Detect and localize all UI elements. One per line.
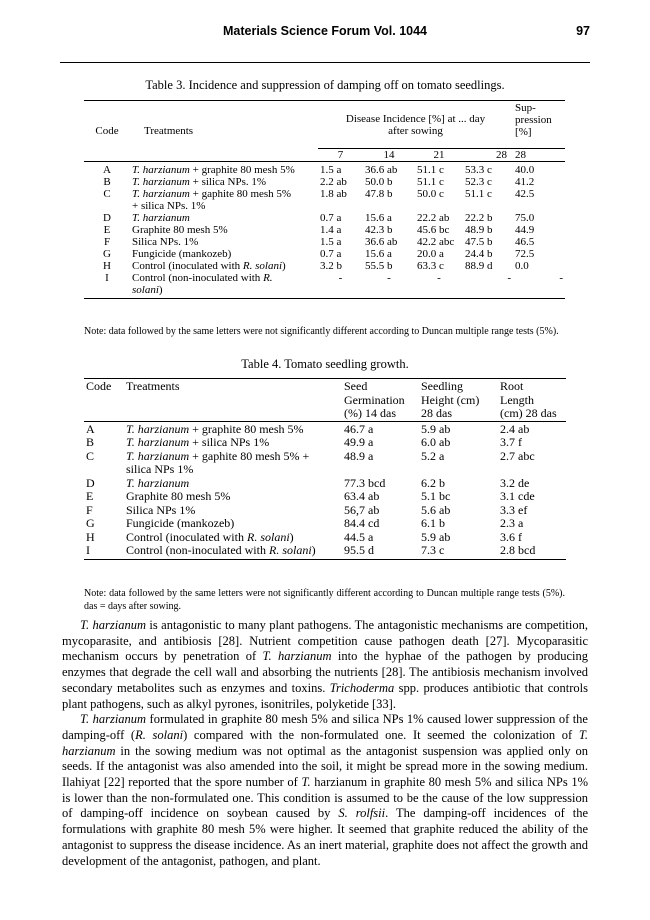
- t3-cell-d21: 51.1 c: [415, 162, 463, 177]
- paragraph-2: [62, 712, 588, 869]
- table-row: [84, 436, 566, 450]
- t4-cell-root: 3.6 f: [500, 529, 522, 544]
- t4-header-height-line2: Height (cm): [421, 392, 480, 407]
- italic-term: S. rolfsii: [338, 806, 386, 821]
- t3-cell-d21: 63.3 c: [417, 260, 444, 272]
- t3-treatment-pathogen-2: solani: [132, 284, 159, 296]
- t4-code: H: [86, 529, 95, 544]
- t4-treatment-text: Control (inoculated with: [126, 529, 247, 544]
- t4-cell-height: 5.6 ab: [421, 502, 451, 517]
- text-run: into the hyphae of the pathogen by producing enzymes that degrade the cell wall and absorbing the nutrients [28]. The antibiosis mechanism involved secondary metabolites such as enzymes and toxins.: [62, 649, 588, 695]
- table-row: [84, 450, 566, 477]
- t4-cell-seed: 49.9 a: [344, 435, 374, 449]
- t4-treatment: [124, 436, 342, 450]
- t3-treatment-species: T. harzianum: [132, 212, 190, 224]
- t4-treatment-end: ): [311, 543, 316, 557]
- t4-treatment-pathogen: R. solani: [268, 543, 312, 557]
- t3-code: A: [84, 162, 130, 177]
- t4-treatment-species: T. harzianum: [126, 421, 190, 436]
- table-row: [84, 212, 565, 224]
- t3-cell-d21: 51.1 c: [417, 176, 444, 188]
- table-row: [84, 248, 565, 260]
- t3-day-14: 14: [363, 149, 415, 162]
- t3-code: E: [103, 224, 111, 236]
- t4-cell-height: 5.9 ab: [419, 421, 498, 436]
- table-row: [84, 504, 566, 518]
- t4-treatment: [124, 531, 342, 545]
- t3-treatment: [130, 162, 318, 177]
- t3-cell-sup: 41.2: [515, 176, 535, 188]
- t4-header-height: [419, 379, 498, 422]
- table-row: [84, 260, 565, 272]
- paragraph-1: [62, 618, 588, 712]
- t4-treatment: [124, 504, 342, 518]
- t4-cell-seed: 84.4 cd: [344, 516, 380, 530]
- t3-treatment: [130, 176, 318, 188]
- t3-cell-sup: -: [513, 272, 565, 299]
- header-rule: [60, 62, 590, 63]
- table-row: [84, 176, 565, 188]
- t4-cell-seed: 56,7 ab: [344, 502, 380, 517]
- t4-cell-seed: 77.3 bcd: [344, 475, 386, 490]
- t3-treatment-pathogen: R. solani: [242, 260, 283, 272]
- t4-header-seed: [342, 379, 419, 422]
- table4-caption: Table 4. Tomato seedling growth.: [241, 357, 409, 371]
- t3-cell-d21: 50.0 c: [417, 188, 444, 200]
- t3-cell-d7: 1.5 a: [318, 162, 363, 177]
- t4-treatment-pathogen: R. solani: [246, 529, 290, 544]
- t3-treatment-text: Silica NPs. 1%: [132, 236, 199, 248]
- table-row: [84, 236, 565, 248]
- t3-cell-d14: 15.6 a: [365, 212, 392, 224]
- t3-sup-day-28: 28: [513, 149, 565, 162]
- t3-cell-sup: 0.0: [515, 260, 529, 272]
- t3-treatment: [130, 224, 318, 236]
- t4-header-root-line2: Length: [500, 392, 534, 407]
- t3-cell-d7: 1.4 a: [320, 224, 342, 236]
- t4-cell-height: 6.2 b: [421, 475, 445, 490]
- t3-header-suppression-line3: [%]: [515, 126, 532, 138]
- t3-day-28: 28: [463, 149, 513, 162]
- t3-cell-d14: 36.6 ab: [365, 236, 398, 248]
- t3-code: B: [103, 176, 111, 188]
- t3-code: G: [103, 248, 111, 260]
- text-run: is antagonistic to many plant pathogens. The antagonistic mechanisms are competition, mycoparasite, and antibiosis [28]. Nutrient competition cause pathogen death [27]. Mycoparasitic mechanism occurs by penetration of: [62, 618, 588, 664]
- t4-cell-seed: 48.9 a: [344, 448, 374, 463]
- text-run: formulated in graphite 80 mesh 5% and silica NPs 1% caused lower suppression of the damping-off (: [62, 712, 588, 742]
- table-row: [84, 224, 565, 236]
- t3-cell-d7: 1.8 ab: [320, 188, 347, 200]
- italic-term: Trichoderma: [329, 680, 395, 695]
- t4-cell-root: 2.3 a: [500, 516, 524, 530]
- t4-header-code: Code: [84, 379, 124, 422]
- table-row: [84, 517, 566, 531]
- table-row: [84, 421, 566, 436]
- t4-cell-root: 3.3 ef: [500, 502, 528, 517]
- t3-cell-d28: 48.9 b: [465, 224, 493, 236]
- t3-cell-sup: 42.5: [515, 188, 535, 200]
- t4-cell-seed: 46.7 a: [342, 421, 419, 436]
- t3-treatment: [130, 212, 318, 224]
- t3-header-incidence-line2: after sowing: [388, 124, 443, 137]
- t4-cell-seed: 95.5 d: [342, 544, 419, 559]
- t3-cell-d21: -: [415, 272, 463, 299]
- t4-code: E: [86, 489, 94, 503]
- t3-treatment: [130, 248, 318, 260]
- text-run: spp. produces antibiotic that controls plant pathogens, such as alkyl pyrones, isonitriles, polyketide [33].: [62, 680, 588, 711]
- t4-cell-height: 5.1 bc: [421, 489, 451, 503]
- t4-treatment-text-2: silica NPs 1%: [126, 462, 194, 476]
- t3-treatment-species: T. harzianum: [132, 188, 190, 200]
- t4-treatment-species: T. harzianum: [126, 435, 190, 449]
- t3-cell-d28: 53.3 c: [463, 162, 513, 177]
- t4-cell-height: 6.0 ab: [421, 435, 451, 449]
- t3-cell-d21: 20.0 a: [417, 248, 444, 260]
- t3-treatment-text: Control (inoculated with: [132, 260, 243, 272]
- t3-code: H: [103, 260, 111, 272]
- t4-header-seed-line3: (%) 14 das: [344, 406, 396, 420]
- t3-header-code: Code: [84, 101, 130, 162]
- table-row: [84, 531, 566, 545]
- t3-cell-d28: 24.4 b: [465, 248, 493, 260]
- table4: [84, 378, 566, 560]
- t3-cell-d7: 2.2 ab: [320, 176, 347, 188]
- t3-treatment-text: + silica NPs. 1%: [189, 176, 267, 188]
- table-row: [84, 477, 566, 491]
- t3-code: I: [84, 272, 130, 299]
- italic-term: T. harzianum: [80, 712, 147, 727]
- t3-treatment: [130, 236, 318, 248]
- t3-treatment-text: + gaphite 80 mesh 5%: [189, 188, 292, 200]
- t3-treatment-pathogen: R.: [263, 272, 273, 284]
- t3-cell-d14: 50.0 b: [365, 176, 393, 188]
- t4-header-height-line3: 28 das: [421, 406, 452, 420]
- t4-treatment-text: Control (non-inoculated with: [126, 543, 269, 557]
- t4-header-root-line1: Root: [500, 379, 524, 393]
- italic-term: R. solani: [135, 727, 184, 742]
- t3-treatment-species: T. harzianum: [132, 176, 190, 188]
- t3-treatment: [130, 188, 318, 212]
- t3-code: F: [103, 236, 111, 248]
- t3-code: C: [103, 188, 111, 200]
- t4-treatment-text: Graphite 80 mesh 5%: [126, 489, 231, 503]
- t4-code: I: [84, 544, 124, 559]
- t3-header-suppression-line2: pression: [515, 114, 552, 126]
- t4-treatment: [124, 544, 342, 559]
- t4-cell-seed: 63.4 ab: [344, 489, 380, 503]
- table-row: [84, 162, 565, 177]
- t4-header-treatments: Treatments: [124, 379, 342, 422]
- t3-cell-sup: 72.5: [515, 248, 535, 260]
- t4-code: B: [86, 435, 95, 449]
- t3-cell-d28: -: [463, 272, 513, 299]
- t3-cell-d28: 47.5 b: [465, 236, 493, 248]
- page-number: 97: [576, 24, 590, 38]
- t4-treatment-text: Silica NPs 1%: [126, 502, 196, 517]
- t4-cell-root: 2.4 ab: [498, 421, 566, 436]
- t3-header-treatments: Treatments: [130, 101, 318, 162]
- t3-treatment-text: Graphite 80 mesh 5%: [132, 224, 228, 236]
- t3-treatment: [130, 260, 318, 272]
- t3-treatment-text: Control (non-inoculated with: [132, 272, 264, 284]
- t3-header-incidence: [318, 101, 513, 149]
- t4-treatment-end: ): [289, 529, 294, 544]
- table4-note: Note: data followed by the same letters were not significantly different according to Duncan multiple range tests (5%). das = days after sowing.: [84, 588, 565, 612]
- t3-header-suppression-line1: Sup-: [515, 102, 536, 114]
- t3-code: D: [103, 212, 111, 224]
- t3-treatment-text-2: + silica NPs. 1%: [132, 200, 206, 212]
- t4-code: A: [84, 421, 124, 436]
- text-run: ) compared with the non-formulated one. It seemed the colonization of: [183, 727, 579, 742]
- t3-cell-d28: 51.1 c: [465, 188, 492, 200]
- t4-code: G: [86, 516, 95, 530]
- t3-treatment-species: T. harzianum: [132, 164, 190, 176]
- table-row: [84, 490, 566, 504]
- t4-treatment: [124, 477, 342, 491]
- t3-cell-d28: 22.2 b: [465, 212, 493, 224]
- t3-cell-d14: 15.6 a: [365, 248, 392, 260]
- italic-term: T. harzianum: [62, 727, 589, 758]
- t4-header-seed-line2: Germination: [344, 392, 405, 407]
- t3-cell-d21: 45.6 bc: [417, 224, 450, 236]
- t4-cell-root: 3.1 cde: [500, 489, 535, 503]
- t3-cell-d28: 52.3 c: [465, 176, 492, 188]
- body-text: [62, 618, 588, 869]
- t4-treatment: [124, 517, 342, 531]
- t4-treatment: [124, 490, 342, 504]
- table3-note: Note: data followed by the same letters were not significantly different according to Duncan multiple range tests (5%).: [84, 326, 559, 337]
- t3-cell-sup: 40.0: [513, 162, 565, 177]
- t3-cell-d21: 22.2 ab: [417, 212, 450, 224]
- t3-cell-sup: 44.9: [515, 224, 535, 236]
- t4-header-height-line1: Seedling: [421, 379, 463, 393]
- t3-cell-d21: 42.2 abc: [417, 236, 455, 248]
- t4-header-seed-line1: Seed: [344, 379, 368, 393]
- t4-treatment-text: + graphite 80 mesh 5%: [189, 421, 304, 436]
- t3-cell-d7: 1.5 a: [320, 236, 342, 248]
- t3-header-incidence-line1: Disease Incidence [%] at ... day: [345, 112, 486, 125]
- t4-cell-root: 2.8 bcd: [498, 544, 566, 559]
- t3-cell-d14: 42.3 b: [365, 224, 393, 236]
- t3-day-7: 7: [318, 149, 363, 162]
- t4-cell-height: 5.2 a: [421, 448, 445, 463]
- t3-header-suppression: [513, 101, 565, 149]
- t4-header-root-line3: (cm) 28 das: [500, 406, 557, 420]
- t3-cell-d7: 0.7 a: [320, 248, 342, 260]
- text-run: harzianum in graphite 80 mesh 5% and silica NPs 1% is lower than the non-formulated one. This condition is assumed to be the cause of the low suppression of damping-off incidence on soybean caused by: [62, 775, 588, 821]
- t4-header-root: [498, 379, 566, 422]
- t4-cell-root: 3.7 f: [500, 435, 522, 449]
- italic-term: T. harzianum: [262, 649, 332, 664]
- journal-title: Materials Science Forum Vol. 1044: [222, 24, 428, 38]
- t4-code: D: [86, 475, 95, 490]
- t4-cell-root: 2.7 abc: [500, 448, 535, 463]
- t3-cell-d28: 88.9 d: [465, 260, 493, 272]
- t3-cell-d14: 36.6 ab: [363, 162, 415, 177]
- t3-cell-d14: 47.8 b: [365, 188, 393, 200]
- t3-treatment-end: ): [282, 260, 286, 272]
- t3-cell-d14: -: [363, 272, 415, 299]
- running-header: [60, 24, 590, 42]
- text-run: . The damping-off incidences of the formulations with graphite 80 mesh 5% were higher. It seemed that graphite reduced the ability of the antagonist to suppress the disease incidence. As an inert material, graphite does not affect the growth and development of the antagonist, pathogen, and plant.: [62, 806, 588, 868]
- t4-cell-height: 7.3 c: [419, 544, 498, 559]
- text-run: in the sowing medium was not optimal as the antagonist suspension was applied only on seeds. If the antagonist was also amended into the soil, it might be spread more in the sowing medium. Ilahiyat [22] reported that the spore number of: [62, 743, 588, 790]
- t3-cell-d14: 55.5 b: [365, 260, 393, 272]
- t3-day-21: 21: [415, 149, 463, 162]
- t4-cell-root: 3.2 de: [500, 475, 530, 490]
- italic-term: T. harzianum: [80, 618, 147, 632]
- t4-treatment-species: T. harzianum: [126, 475, 190, 490]
- t4-treatment: [124, 450, 342, 477]
- table-row: [84, 188, 565, 212]
- t4-treatment-species: T. harzianum: [126, 448, 190, 463]
- table-row: [84, 544, 566, 559]
- t4-code: F: [86, 502, 93, 517]
- table-row: [84, 272, 565, 299]
- t4-cell-height: 6.1 b: [421, 516, 445, 530]
- italic-term: T.: [301, 775, 311, 790]
- t4-treatment-text: + gaphite 80 mesh 5% +: [189, 448, 310, 463]
- table3: [84, 100, 565, 299]
- t3-cell-d7: -: [318, 272, 363, 299]
- t3-cell-sup: 46.5: [515, 236, 535, 248]
- t3-treatment: [130, 272, 318, 299]
- t4-treatment: [124, 421, 342, 436]
- t3-cell-d7: 0.7 a: [320, 212, 342, 224]
- t3-cell-d7: 3.2 b: [320, 260, 342, 272]
- t3-cell-sup: 75.0: [515, 212, 535, 224]
- t3-treatment-text-2: ): [158, 284, 163, 296]
- t4-treatment-text: + silica NPs 1%: [189, 435, 270, 449]
- t4-code: C: [86, 448, 95, 463]
- t4-treatment-text: Fungicide (mankozeb): [126, 516, 235, 530]
- t3-treatment-text: + graphite 80 mesh 5%: [189, 164, 295, 176]
- t4-cell-height: 5.9 ab: [421, 529, 451, 544]
- table3-caption: Table 3. Incidence and suppression of damping off on tomato seedlings.: [145, 78, 505, 92]
- t3-treatment-text: Fungicide (mankozeb): [132, 248, 232, 260]
- t4-cell-seed: 44.5 a: [344, 529, 374, 544]
